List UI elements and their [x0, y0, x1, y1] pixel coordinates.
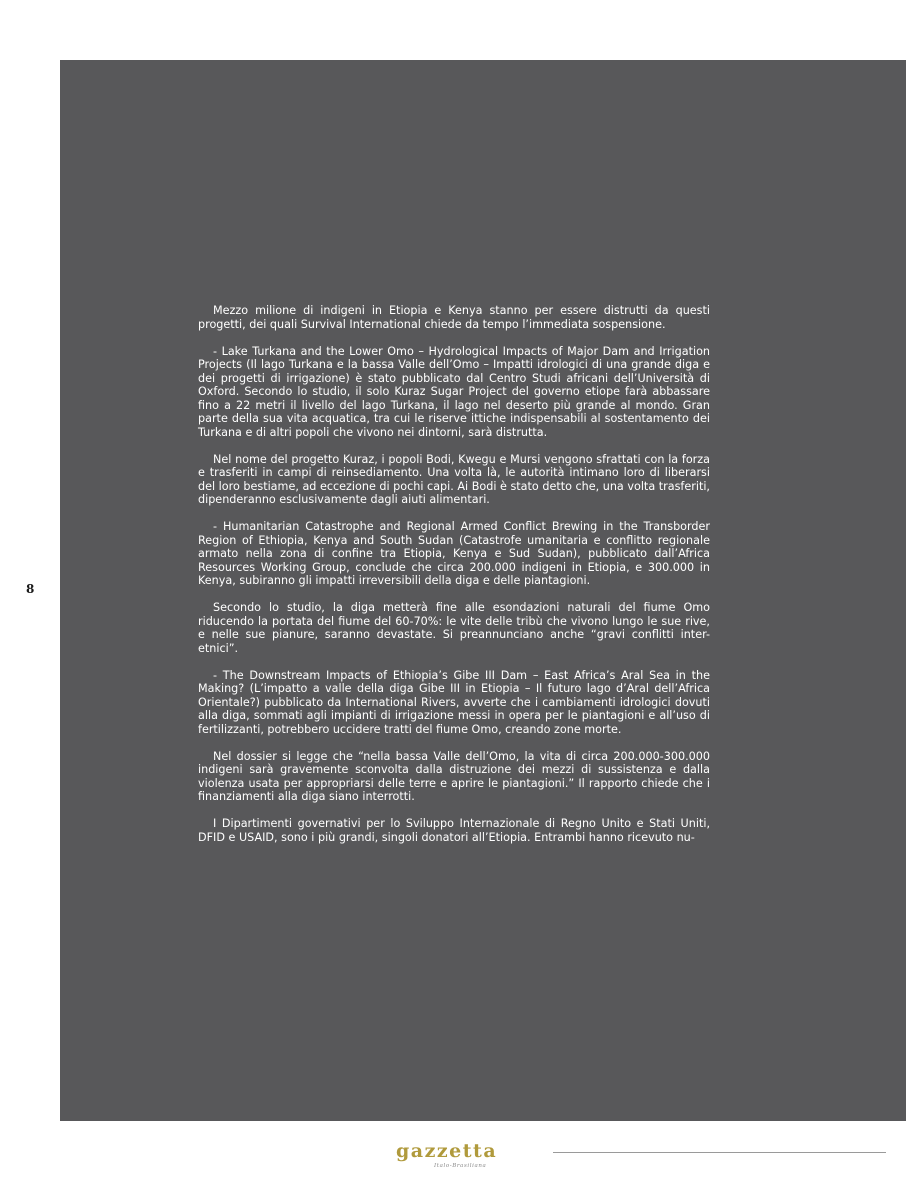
page-number: 8	[26, 582, 35, 596]
article-paragraph: I Dipartimenti governativi per lo Sviluppo Internazionale di Regno Unito e Stati Uniti, DFID e USAID, sono i più grandi, singoli donatori all’Etiopia. Entrambi hanno ricevuto nu-	[198, 817, 710, 844]
article-paragraph: Mezzo milione di indigeni in Etiopia e Kenya stanno per essere distrutti da questi progetti, dei quali Survival International chiede da tempo l’immediata sospensione.	[198, 304, 710, 331]
logo-subtitle: Italo-Brasiliana	[434, 1163, 487, 1169]
article-paragraph: - The Downstream Impacts of Ethiopia’s Gibe III Dam – East Africa’s Aral Sea in the Making? (L’impatto a valle della diga Gibe III in Etiopia – Il futuro lago d’Aral dell’Africa Orientale?) pubblicato da International Rivers, avverte che i cambiamenti idrologici dovuti alla diga, sommati agli impianti di irrigazione messi in opera per le piantagioni e all’uso di fertilizzanti, potrebbero uccidere tratti del fiume Omo, creando zone morte.	[198, 668, 710, 736]
article-paragraph: Nel nome del progetto Kuraz, i popoli Bodi, Kwegu e Mursi vengono sfrattati con la forza e trasferiti in campi di reinsediamento. Una volta là, le autorità intimano loro di liberarsi del loro bestiame, ad eccezione di pochi capi. Ai Bodi è stato detto che, una volta trasferiti, dipenderanno esclusivamente dagli aiuti alimentari.	[198, 452, 710, 506]
article-paragraph: - Lake Turkana and the Lower Omo – Hydrological Impacts of Major Dam and Irrigation Projects (Il lago Turkana e la bassa Valle dell’Omo – Impatti idrologici di una grande diga e dei progetti di irrigazione) è stato pubblicato dal Centro Studi africani dell’Università di Oxford. Secondo lo studio, il solo Kuraz Sugar Project del governo etiope farà abbassare fino a 22 metri il livello del lago Turkana, il lago nel deserto più grande al mondo. Gran parte della sua vita acquatica, tra cui le riserve ittiche indispensabili al sostentamento dei Turkana e di altri popoli che vivono nei dintorni, sarà distrutta.	[198, 344, 710, 439]
article-body	[198, 304, 710, 858]
article-paragraph: - Humanitarian Catastrophe and Regional Armed Conflict Brewing in the Transborder Region of Ethiopia, Kenya and South Sudan (Catastrofe umanitaria e conflitto regionale armato nella zona di confine tra Etiopia, Kenya e Sud Sudan), pubblicato dall’Africa Resources Working Group, conclude che circa 200.000 indigeni in Etiopia, e 300.000 in Kenya, subiranno gli impatti irreversibili della diga e delle piantagioni.	[198, 520, 710, 587]
article-paragraph: Secondo lo studio, la diga metterà fine alle esondazioni naturali del fiume Omo riducendo la portata del fiume del 60-70%: le vite delle tribù che vivono lungo le sue rive, e nelle sue pianure, saranno devastate. Si preannunciano anche “gravi conflitti inter-etnici”.	[198, 601, 710, 655]
logo-wordmark: gazzetta	[396, 1140, 498, 1162]
footer-divider	[553, 1152, 886, 1153]
publication-logo	[396, 1140, 526, 1174]
article-paragraph: Nel dossier si legge che “nella bassa Valle dell’Omo, la vita di circa 200.000-300.000 indigeni sarà gravemente sconvolta dalla distruzione dei mezzi di sussistenza e dalla violenza usata per appropriarsi delle terre e aprire le piantagioni.” Il rapporto chiede che i finanziamenti alla diga siano interrotti.	[198, 749, 710, 803]
